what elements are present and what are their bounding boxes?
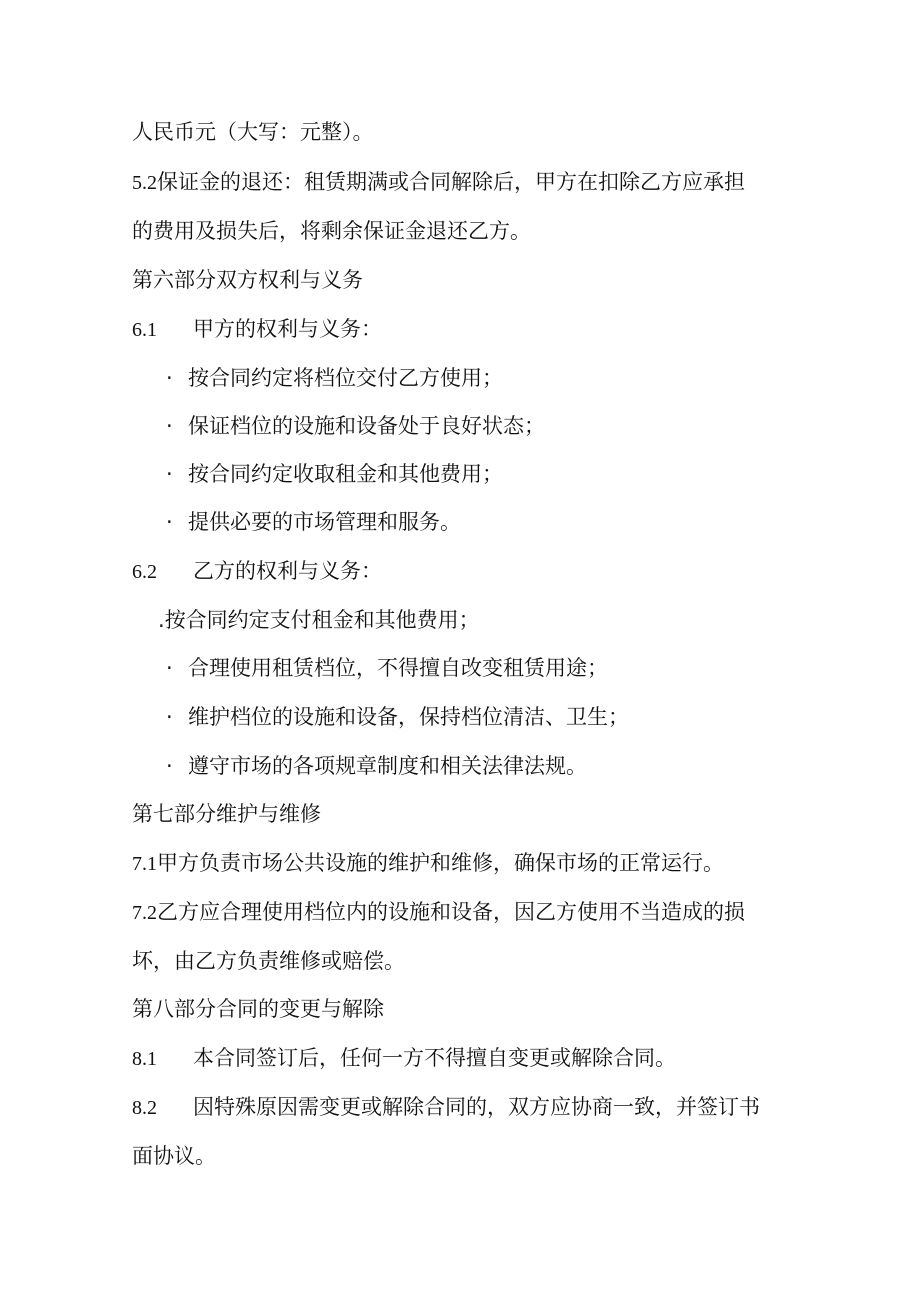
clause-heading [132,1092,760,1123]
line-text: 人民币元（大写：元整）。 [132,120,374,144]
list-item [158,605,480,635]
clause-heading [132,1043,676,1074]
bullet-icon: · [166,754,173,778]
line-text: 按合同约定收取租金和其他费用； [188,462,503,486]
line-text: 本合同签订后，任何一方不得擅自变更或解除合同。 [193,1046,676,1070]
section-heading [132,265,363,295]
line-text: 乙方应合理使用档位内的设施和设备，因乙方使用不当造成的损 [157,900,745,924]
section-heading [132,799,321,829]
line-text: 第七部分维护与维修 [132,802,321,826]
line-text: 面协议。 [132,1144,216,1168]
line-text: 维护档位的设施和设备，保持档位清洁、卫生； [188,705,629,729]
clause-number: 7.2 [132,902,157,924]
section-heading [132,994,384,1024]
paragraph-line [132,167,745,198]
line-text: 保证金的退还：租赁期满或合同解除后，甲方在扣除乙方应承担 [157,170,745,194]
bullet-icon: · [166,366,173,390]
bullet-item [166,653,608,683]
line-text: 乙方的权利与义务： [193,559,382,583]
clause-number: 6.2 [132,561,157,583]
list-prefix: . [158,608,165,632]
paragraph-line [132,1141,216,1171]
line-text: 遵守市场的各项规章制度和相关法律法规。 [188,754,587,778]
line-text: 提供必要的市场管理和服务。 [188,510,461,534]
bullet-icon: · [166,510,173,534]
paragraph-line [132,117,374,147]
bullet-icon: · [166,656,173,680]
bullet-item [166,702,629,732]
line-text: 的费用及损失后，将剩余保证金退还乙方。 [132,219,531,243]
line-text: 第六部分双方权利与义务 [132,268,363,292]
line-text: 甲方负责市场公共设施的维护和维修，确保市场的正常运行。 [157,851,724,875]
bullet-item [166,363,503,393]
line-text: 按合同约定将档位交付乙方使用； [188,366,503,390]
bullet-item [166,507,461,537]
clause-number: 8.2 [132,1097,157,1119]
clause-number: 7.1 [132,853,157,875]
bullet-item [166,459,503,489]
clause-heading [132,314,382,345]
paragraph-line [132,216,531,246]
line-text: 坏，由乙方负责维修或赔偿。 [132,949,405,973]
line-text: 保证档位的设施和设备处于良好状态； [188,414,545,438]
bullet-icon: · [166,705,173,729]
line-text: 按合同约定支付租金和其他费用； [164,608,480,632]
bullet-icon: · [166,414,173,438]
clause-heading [132,556,382,587]
paragraph-line [132,848,724,879]
line-text: 合理使用租赁档位，不得擅自改变租赁用途； [188,656,608,680]
line-text: 因特殊原因需变更或解除合同的，双方应协商一致，并签订书 [193,1095,760,1119]
line-text: 第八部分合同的变更与解除 [132,997,384,1021]
clause-number: 5.2 [132,172,157,194]
paragraph-line [132,946,405,976]
bullet-icon: · [166,462,173,486]
line-text: 甲方的权利与义务： [193,317,382,341]
clause-number: 6.1 [132,319,157,341]
clause-number: 8.1 [132,1048,157,1070]
bullet-item [166,751,587,781]
paragraph-line [132,897,745,928]
bullet-item [166,411,545,441]
